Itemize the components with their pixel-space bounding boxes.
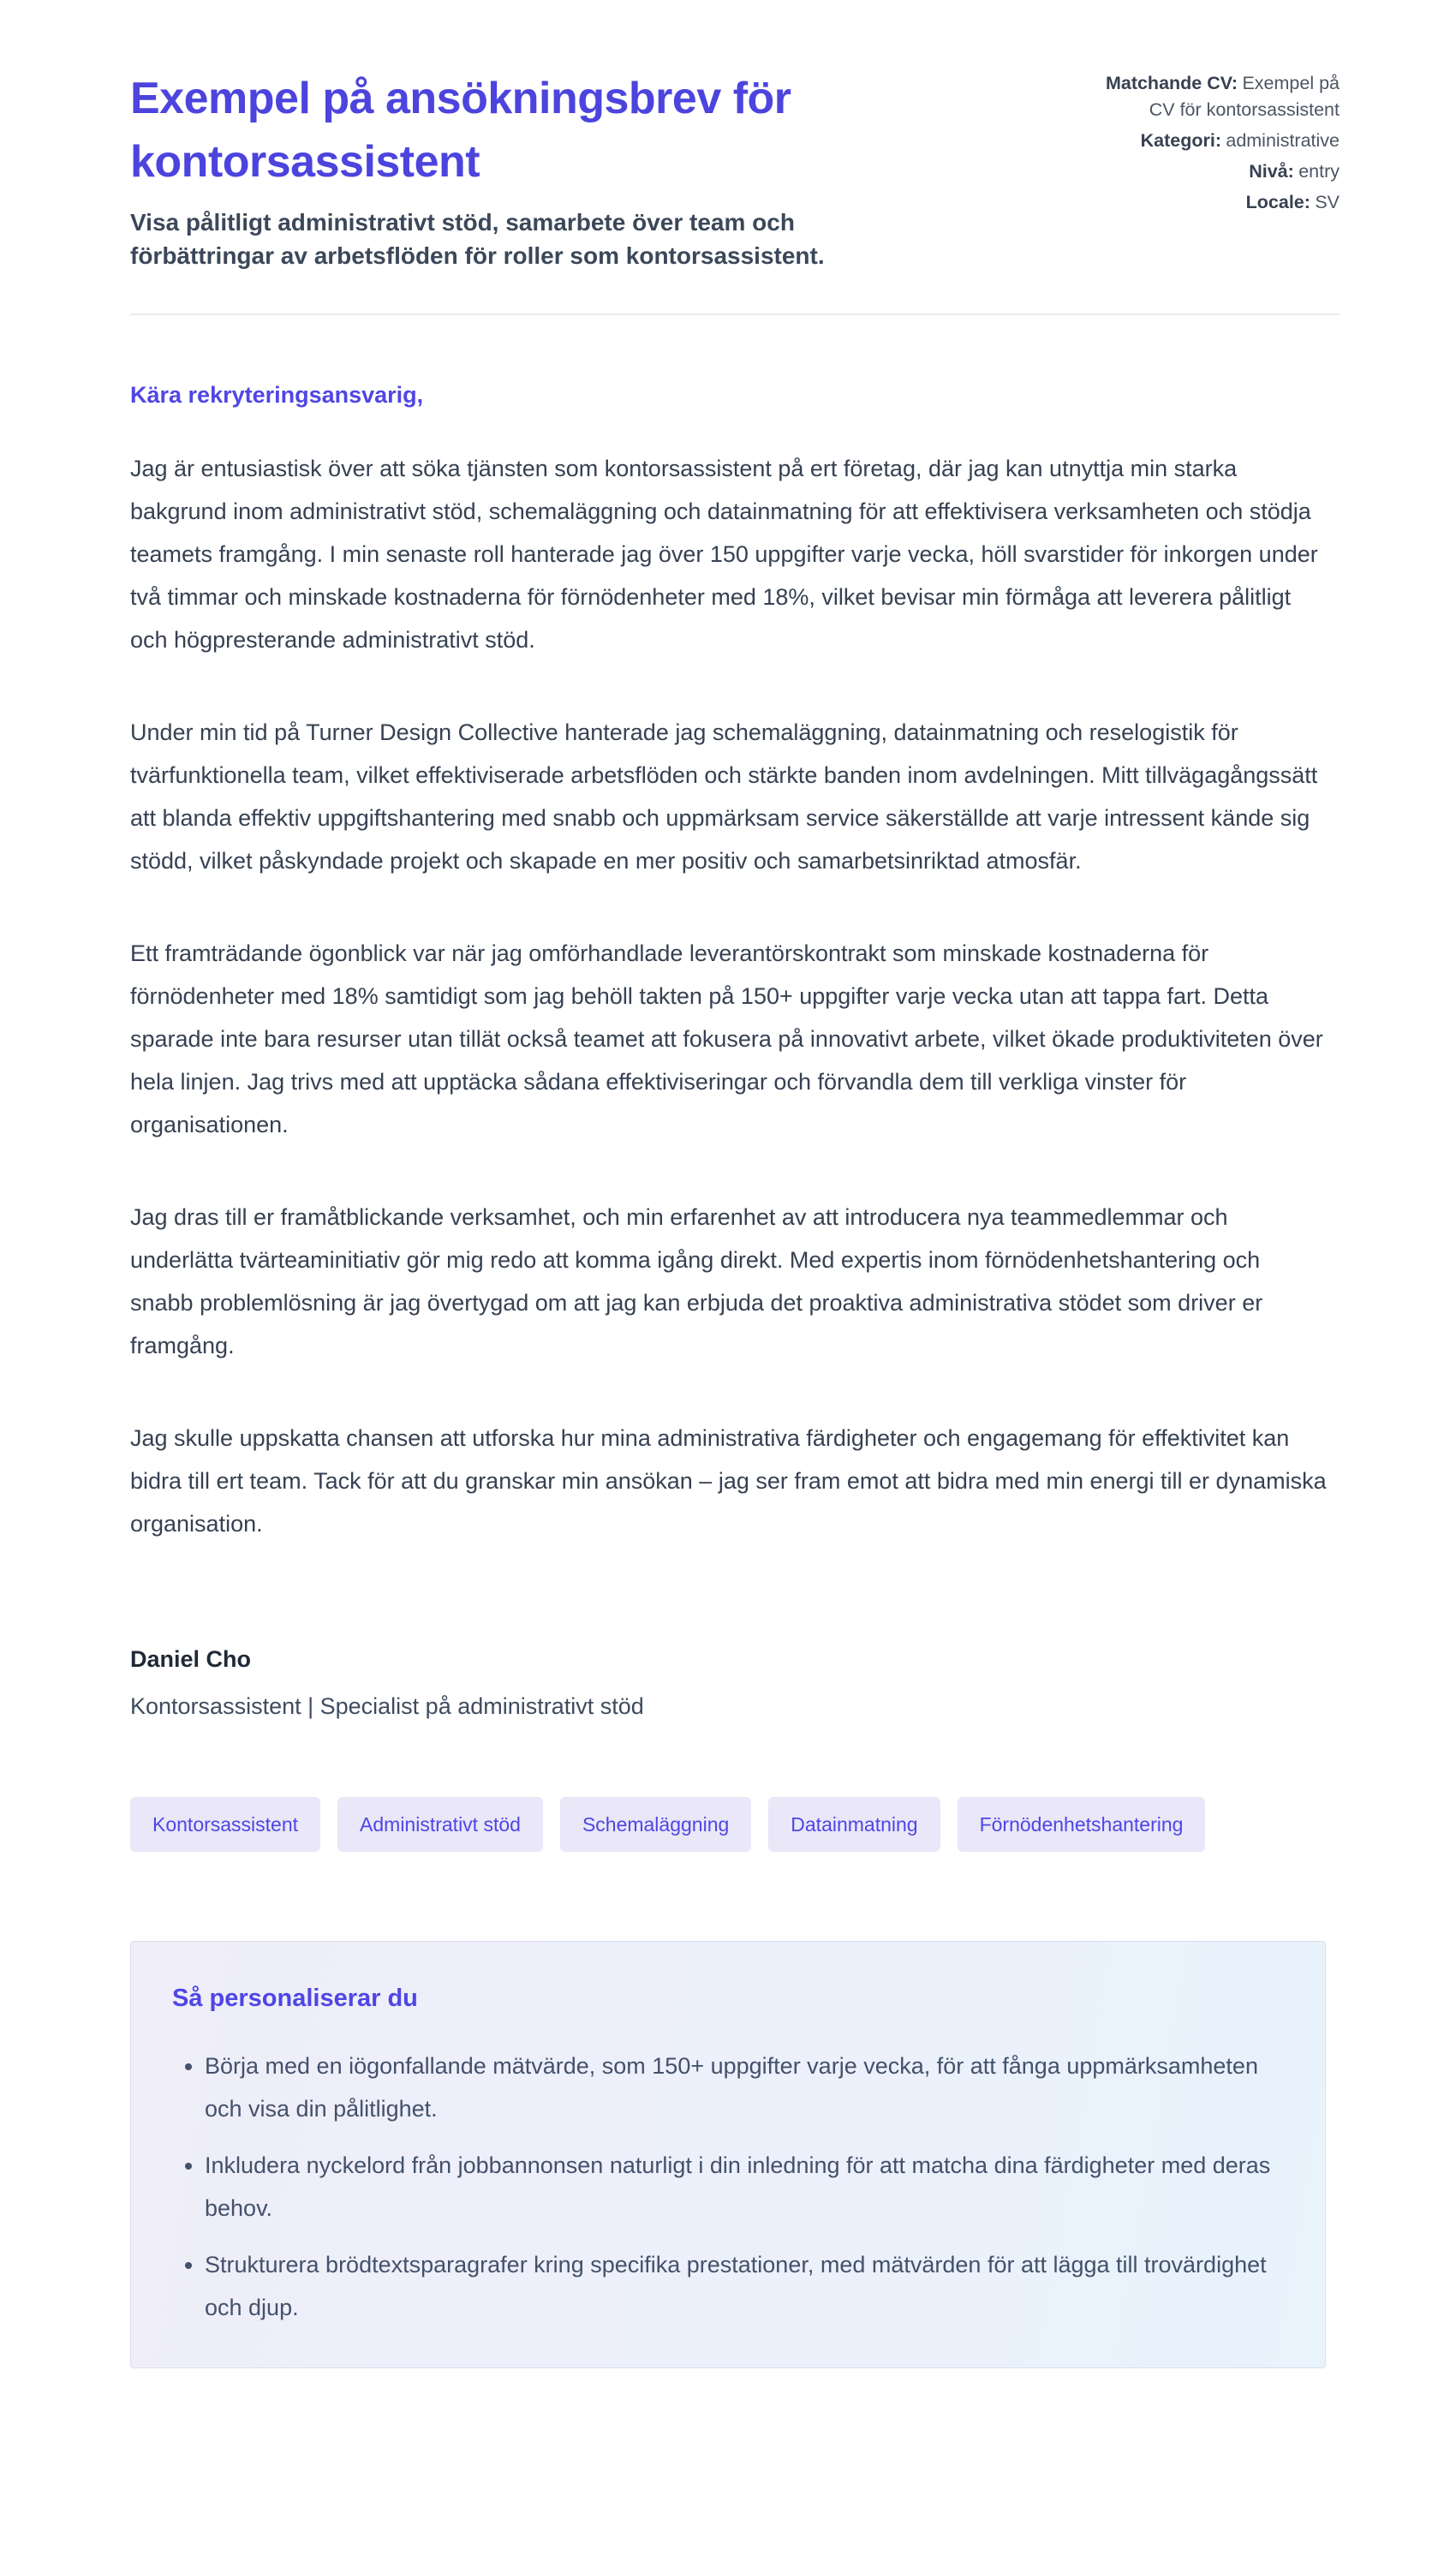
tips-list — [172, 2045, 1284, 2329]
letter-paragraph: Jag skulle uppskatta chansen att utforska hur mina administrativa färdigheter och engagemang för effektivitet kan bidra till ert team. Tack för att du granskar min ansökan – jag ser fram emot att bidra med min energi till er dynamiska organisation. — [130, 1425, 1327, 1537]
page-title: Exempel på ansökningsbrev för kontorsassistent — [130, 74, 791, 187]
content-column — [130, 0, 1340, 2368]
tip-item: • Börja med en iögonfallande mätvärde, som 150+ uppgifter varje vecka, för att fånga uppmärksamheten och visa din pålitlighet. — [205, 2045, 1284, 2130]
signature-name: Daniel Cho — [130, 1646, 252, 1672]
meta-label: Matchande CV: — [1105, 73, 1238, 93]
letter-paragraph: Ett framträdande ögonblick var när jag omförhandlade leverantörskontrakt som minskade kostnaderna för förnödenheter med 18% samtidigt som jag behöll takten på 150+ uppgifter varje vecka utan att tappa fart. Detta sparade inte bara resurser utan tillät också teamet att fokusera på innovativt arbete, vilket ökade produktiviteten över hela linjen. Jag trivs med att upptäcka sådana effektiviseringar och förvandla dem till verkliga vinster för organisationen. — [130, 940, 1323, 1137]
meta-item-locale — [1081, 189, 1340, 216]
letter-paragraph: Jag är entusiastisk över att söka tjänsten som kontorsassistent på ert företag, där jag kan utnyttja min starka bakgrund inom administrativt stöd, schemaläggning och datainmatning för att effektivisera verksamheten och stödja teamets framgång. I min senaste roll hanterade jag över 150 uppgifter varje vecka, höll svarstider för inkorgen under två timmar och minskade kostnaderna för förnödenheter med 18%, vilket bevisar min förmåga att leverera pålitligt och högpresterande administrativt stöd. — [130, 456, 1318, 653]
tag-chip: Datainmatning — [768, 1797, 940, 1852]
meta-item-level — [1081, 158, 1340, 185]
signature-role: Kontorsassistent | Specialist på administrativt stöd — [130, 1693, 644, 1719]
signature-block — [130, 1638, 1340, 1728]
tips-card — [130, 1941, 1326, 2368]
tip-item: • Strukturera brödtextsparagrafer kring specifika prestationer, med mätvärden för att lägga till trovärdighet och djup. — [205, 2243, 1284, 2329]
meta-value: entry — [1298, 161, 1340, 182]
header-text-block — [130, 67, 952, 272]
letter-greeting: Kära rekryteringsansvarig, — [130, 382, 424, 408]
tag-chip: Schemaläggning — [560, 1797, 751, 1852]
meta-block — [1081, 70, 1340, 220]
page-subtitle: Visa pålitligt administrativt stöd, samarbete över team och förbättringar av arbetsflöden för roller som kontorsassistent. — [130, 209, 825, 269]
tag-chip: Förnödenhetshantering — [958, 1797, 1206, 1852]
header — [130, 0, 1340, 272]
cover-letter-body — [130, 373, 1340, 1728]
meta-item-category — [1081, 128, 1340, 154]
meta-item-matching-cv — [1081, 70, 1340, 123]
letter-paragraph: Jag dras till er framåtblickande verksamhet, och min erfarenhet av att introducera nya teammedlemmar och underlätta tvärteaminitiativ gör mig redo att komma igång direkt. Med expertis inom förnödenhetshantering och snabb problemlösning är jag övertygad om att jag kan erbjuda det proaktiva administrativa stödet som driver er framgång. — [130, 1204, 1263, 1358]
keyword-tags-list — [130, 1797, 1340, 1852]
tip-item: • Inkludera nyckelord från jobbannonsen naturligt i din inledning för att matcha dina färdigheter med deras behov. — [205, 2144, 1284, 2230]
tag-chip: Kontorsassistent — [130, 1797, 320, 1852]
meta-value: Exempel på CV för kontorsassistent — [1149, 73, 1340, 120]
tag-chip: Administrativt stöd — [337, 1797, 543, 1852]
letter-paragraph: Under min tid på Turner Design Collective hanterade jag schemaläggning, datainmatning och reselogistik för tvärfunktionella team, vilket effektiviserade arbetsflöden och stärkte banden inom avdelningen. Mitt tillvägagångssätt att blanda effektiv uppgiftshantering med snabb och uppmärksam service säkerställde att varje intressent kände sig stödd, vilket påskyndade projekt och skapade en mer positiv och samarbetsinriktad atmosfär. — [130, 719, 1318, 874]
meta-label: Nivå: — [1249, 161, 1294, 182]
meta-value: SV — [1315, 192, 1340, 212]
meta-label: Locale: — [1245, 192, 1310, 212]
tips-title: Så personaliserar du — [172, 1985, 418, 2012]
header-divider — [130, 313, 1340, 315]
meta-label: Kategori: — [1140, 130, 1221, 151]
meta-value: administrative — [1226, 130, 1340, 151]
